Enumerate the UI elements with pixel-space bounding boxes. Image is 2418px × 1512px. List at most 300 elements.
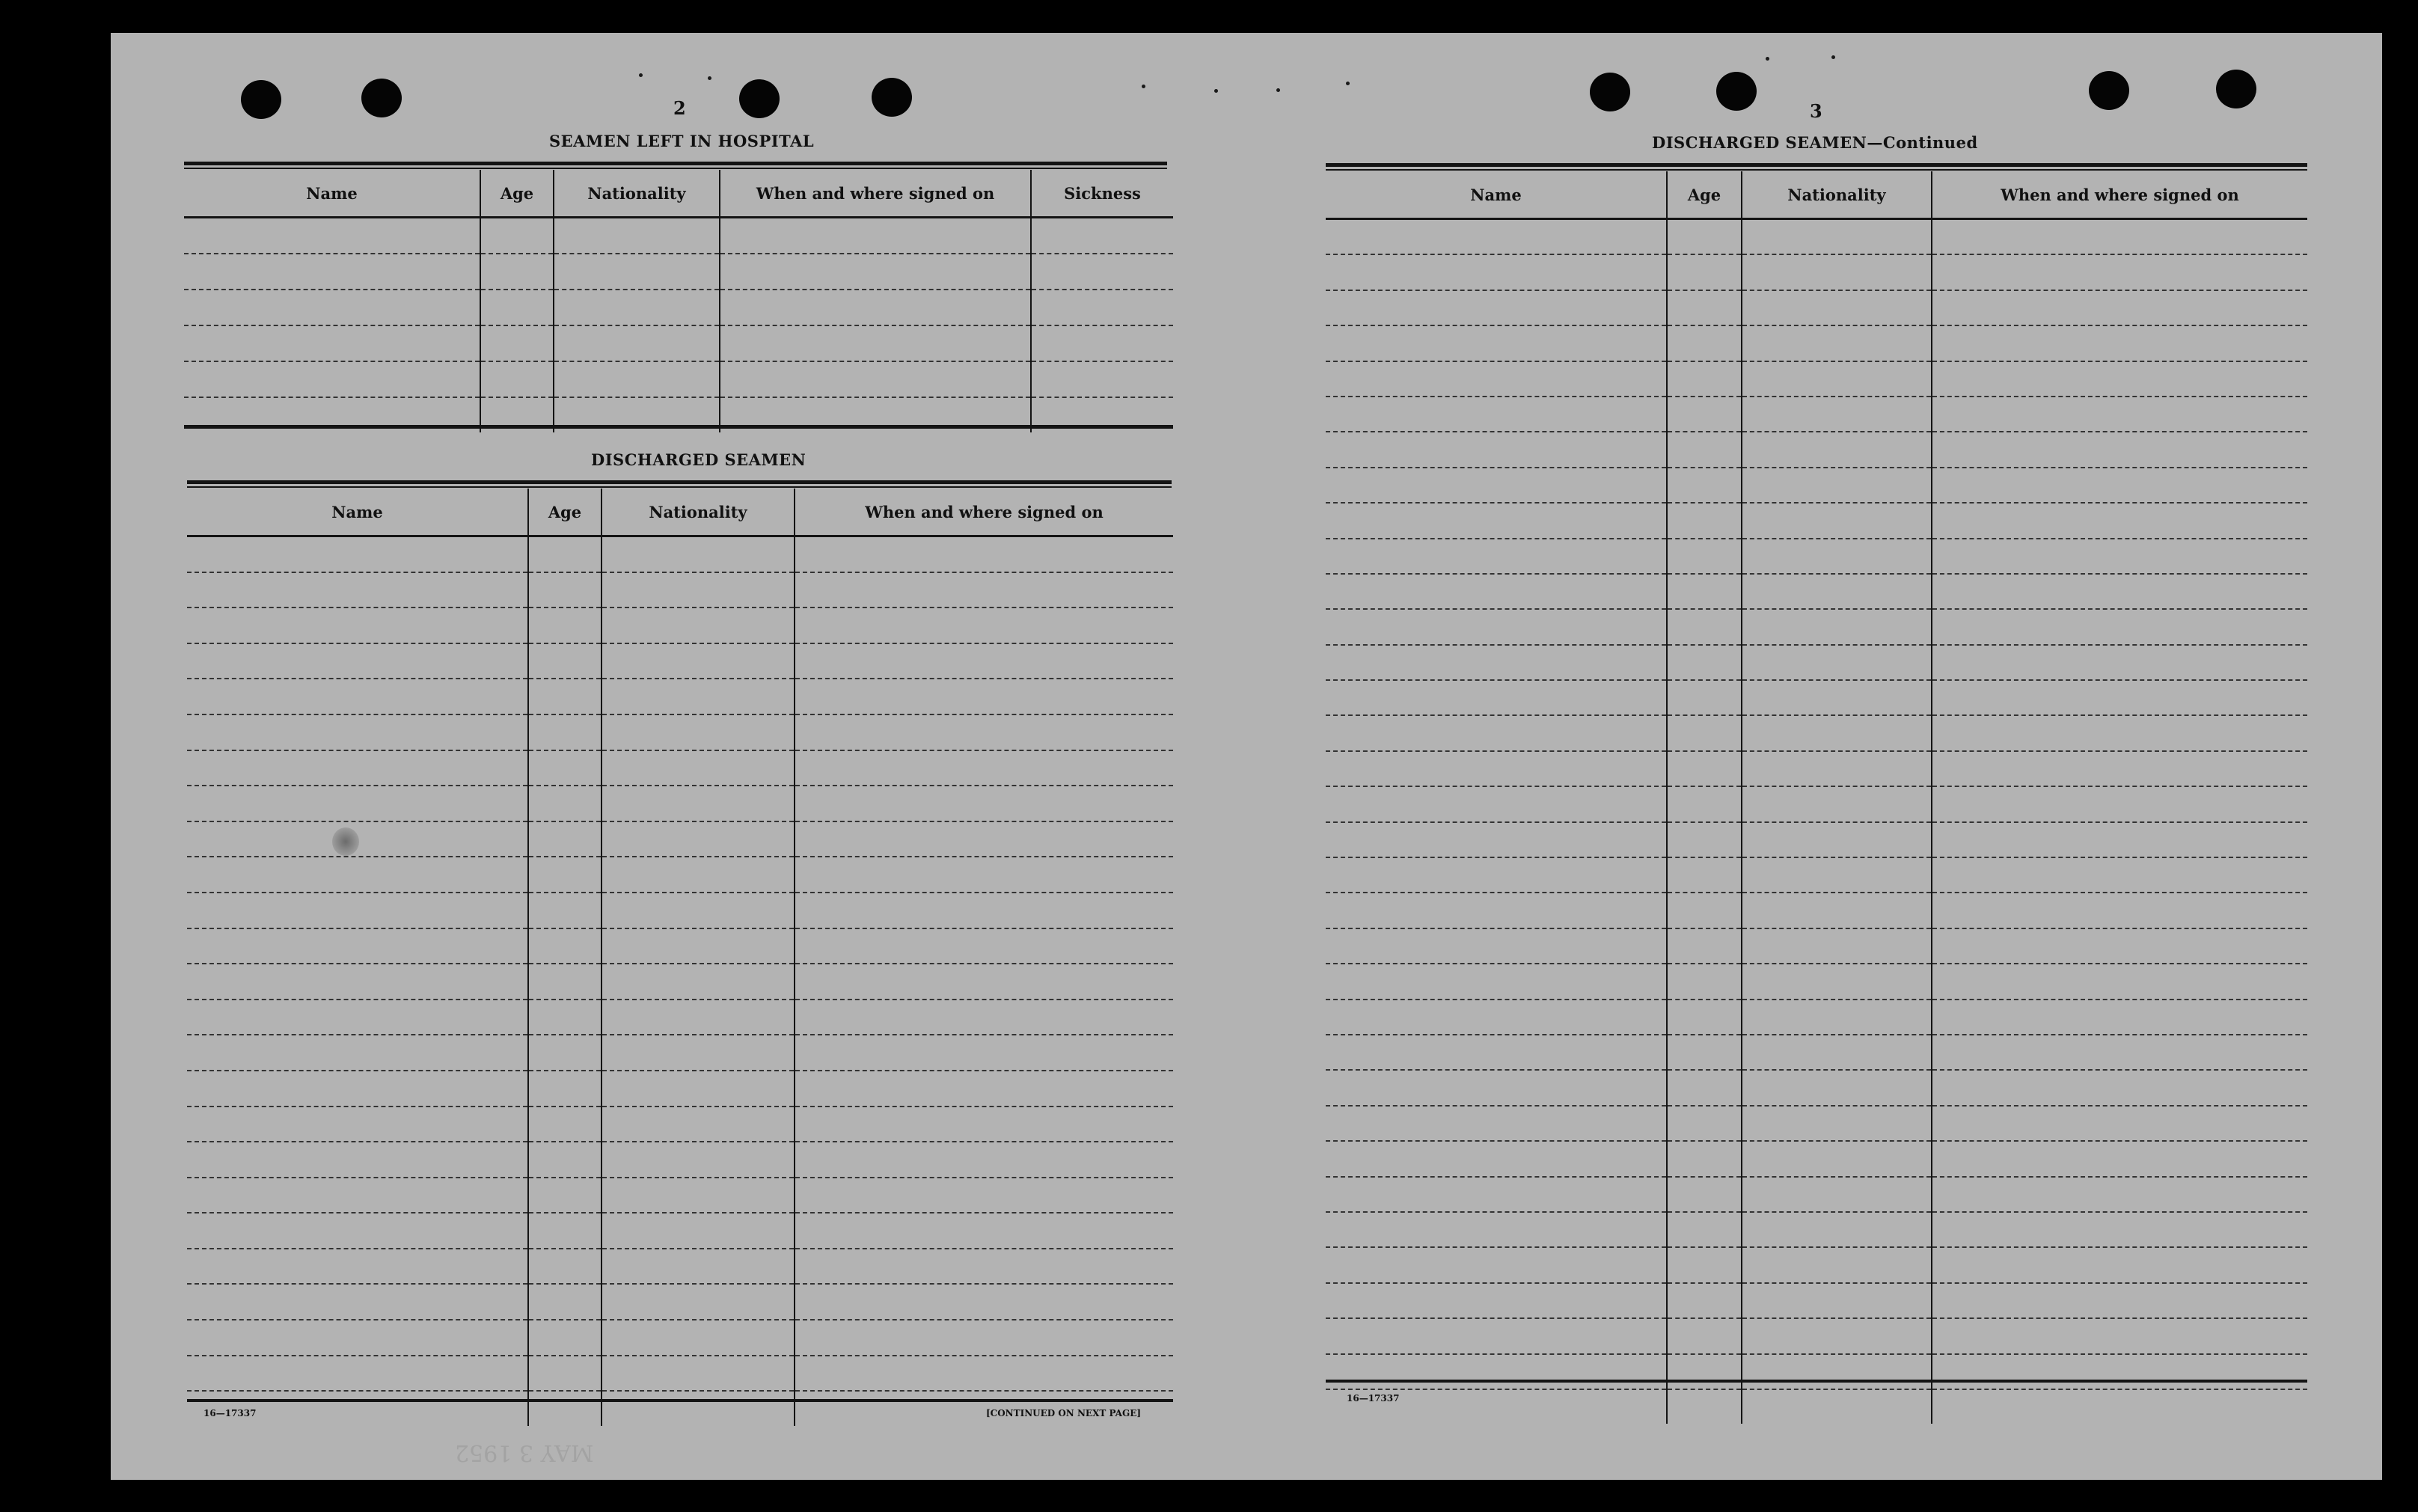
blank-cell xyxy=(187,536,528,572)
blank-cell xyxy=(187,750,528,786)
blank-cell xyxy=(795,1356,1173,1392)
blank-cell xyxy=(1742,397,1932,432)
table-row xyxy=(1326,893,2307,928)
blank-cell xyxy=(1326,1247,1667,1282)
table-row xyxy=(187,857,1173,893)
table-row xyxy=(1326,1354,2307,1389)
blank-cell xyxy=(1326,609,1667,644)
blank-cell xyxy=(1742,822,1932,857)
hospital-table xyxy=(184,170,1173,432)
blank-cell xyxy=(1326,1318,1667,1353)
table-row xyxy=(187,786,1173,821)
blank-cell xyxy=(187,893,528,928)
title-rule xyxy=(184,162,1167,165)
table-row xyxy=(187,1320,1173,1356)
blank-cell xyxy=(1667,503,1742,538)
blank-cell xyxy=(187,643,528,679)
table-row xyxy=(1326,928,2307,964)
blank-cell xyxy=(1667,1389,1742,1424)
blank-cell xyxy=(187,1071,528,1107)
table-row xyxy=(1326,1035,2307,1070)
discharged-table xyxy=(187,489,1173,1426)
blank-cell xyxy=(1932,539,2307,574)
blank-cell xyxy=(795,893,1173,928)
table-row xyxy=(1326,361,2307,397)
table-row xyxy=(187,1356,1173,1392)
blank-cell xyxy=(187,1249,528,1285)
blank-cell xyxy=(187,679,528,714)
blank-cell xyxy=(1932,645,2307,680)
blank-cell xyxy=(1932,964,2307,999)
blank-cell xyxy=(602,1356,795,1392)
page-number-left: 2 xyxy=(673,97,686,119)
blank-cell xyxy=(1742,1106,1932,1141)
blank-cell xyxy=(1742,928,1932,964)
blank-cell xyxy=(187,1000,528,1035)
faded-date-stamp: MAY 3 1952 xyxy=(455,1439,594,1466)
blank-cell xyxy=(1326,1000,1667,1035)
blank-cell xyxy=(1742,751,1932,786)
blank-cell xyxy=(528,1356,602,1392)
blank-cell xyxy=(1742,1177,1932,1212)
blank-cell xyxy=(528,928,602,964)
blank-cell xyxy=(795,1107,1173,1142)
punch-hole xyxy=(2089,71,2129,110)
table-row xyxy=(1326,1247,2307,1282)
table-row xyxy=(187,1213,1173,1249)
blank-cell xyxy=(1667,361,1742,397)
blank-cell xyxy=(1326,786,1667,821)
blank-cell xyxy=(1667,786,1742,821)
blank-cell xyxy=(1932,290,2307,325)
blank-cell xyxy=(1667,1318,1742,1353)
blank-cell xyxy=(554,218,720,254)
blank-cell xyxy=(1667,397,1742,432)
column-header-name: Name xyxy=(184,170,480,218)
blank-cell xyxy=(528,1178,602,1213)
blank-cell xyxy=(1932,928,2307,964)
blank-cell xyxy=(1031,254,1173,290)
blank-cell xyxy=(795,572,1173,608)
blank-cell xyxy=(480,290,554,325)
discharged-table-body xyxy=(187,536,1173,1426)
column-header-signed-on: When and where signed on xyxy=(1932,171,2307,219)
blank-cell xyxy=(1326,1354,1667,1389)
blank-cell xyxy=(602,679,795,714)
blank-cell xyxy=(1742,1283,1932,1318)
blank-cell xyxy=(1326,1106,1667,1141)
discharged-continued-table xyxy=(1326,171,2307,1424)
speck xyxy=(1276,88,1280,92)
blank-cell xyxy=(187,714,528,750)
blank-cell xyxy=(1742,1354,1932,1389)
blank-cell xyxy=(554,254,720,290)
blank-cell xyxy=(1667,325,1742,361)
blank-cell xyxy=(554,325,720,361)
blank-cell xyxy=(1667,1354,1742,1389)
blank-cell xyxy=(602,1107,795,1142)
blank-cell xyxy=(1326,574,1667,609)
table-bottom-rule xyxy=(184,425,1173,429)
blank-cell xyxy=(1932,254,2307,290)
blank-cell xyxy=(187,964,528,1000)
blank-cell xyxy=(795,1178,1173,1213)
blank-cell xyxy=(1326,325,1667,361)
blank-cell xyxy=(1932,468,2307,503)
column-header-name: Name xyxy=(1326,171,1667,219)
blank-cell xyxy=(187,928,528,964)
blank-cell xyxy=(1667,1141,1742,1176)
blank-cell xyxy=(187,607,528,643)
blank-cell xyxy=(1326,645,1667,680)
form-sheet xyxy=(111,33,2382,1480)
blank-cell xyxy=(1031,361,1173,397)
blank-cell xyxy=(1667,822,1742,857)
blank-cell xyxy=(1667,432,1742,467)
table-row xyxy=(1326,503,2307,538)
blank-cell xyxy=(1326,928,1667,964)
table-row xyxy=(187,1284,1173,1320)
form-code-left: 16—17337 xyxy=(203,1408,257,1418)
punch-hole xyxy=(1716,72,1757,111)
blank-cell xyxy=(1742,432,1932,467)
blank-cell xyxy=(528,1213,602,1249)
blank-cell xyxy=(1932,503,2307,538)
punch-hole xyxy=(361,79,402,117)
table-row xyxy=(187,1035,1173,1071)
table-row xyxy=(187,1071,1173,1107)
blank-cell xyxy=(528,750,602,786)
table-row xyxy=(187,1249,1173,1285)
table-row xyxy=(1326,822,2307,857)
blank-cell xyxy=(1667,539,1742,574)
blank-cell xyxy=(1742,219,1932,255)
blank-cell xyxy=(1667,1070,1742,1105)
title-rule xyxy=(187,486,1172,488)
blank-cell xyxy=(1932,1106,2307,1141)
blank-cell xyxy=(795,821,1173,857)
blank-cell xyxy=(1326,715,1667,750)
blank-cell xyxy=(187,1356,528,1392)
blank-cell xyxy=(1667,1000,1742,1035)
table-row xyxy=(184,218,1173,254)
blank-cell xyxy=(187,1107,528,1142)
column-header-nationality: Nationality xyxy=(554,170,720,218)
blank-cell xyxy=(602,1035,795,1071)
blank-cell xyxy=(795,857,1173,893)
table-row xyxy=(1326,397,2307,432)
blank-cell xyxy=(1742,1070,1932,1105)
blank-cell xyxy=(1932,325,2307,361)
blank-cell xyxy=(187,572,528,608)
table-row xyxy=(1326,857,2307,893)
blank-cell xyxy=(1932,397,2307,432)
table-row xyxy=(184,325,1173,361)
blank-cell xyxy=(1742,325,1932,361)
table-row xyxy=(1326,1000,2307,1035)
blank-cell xyxy=(1667,1247,1742,1282)
blank-cell xyxy=(187,1213,528,1249)
blank-cell xyxy=(795,1320,1173,1356)
blank-cell xyxy=(1742,503,1932,538)
blank-cell xyxy=(187,1142,528,1178)
table-row xyxy=(1326,1177,2307,1212)
speck xyxy=(1142,85,1145,88)
blank-cell xyxy=(1932,1177,2307,1212)
table-row xyxy=(1326,290,2307,325)
blank-cell xyxy=(602,1142,795,1178)
blank-cell xyxy=(528,1284,602,1320)
blank-cell xyxy=(1326,964,1667,999)
blank-cell xyxy=(1932,1247,2307,1282)
blank-cell xyxy=(1932,1212,2307,1247)
blank-cell xyxy=(602,928,795,964)
blank-cell xyxy=(1667,1283,1742,1318)
blank-cell xyxy=(795,1071,1173,1107)
table-row xyxy=(1326,964,2307,999)
blank-cell xyxy=(602,750,795,786)
blank-cell xyxy=(1742,361,1932,397)
blank-cell xyxy=(1742,1212,1932,1247)
blank-cell xyxy=(602,1178,795,1213)
blank-cell xyxy=(1742,680,1932,715)
blank-cell xyxy=(795,928,1173,964)
blank-cell xyxy=(1667,893,1742,928)
blank-cell xyxy=(1326,361,1667,397)
blank-cell xyxy=(184,254,480,290)
blank-cell xyxy=(528,1320,602,1356)
blank-cell xyxy=(1667,219,1742,255)
table-bottom-rule xyxy=(187,1399,1173,1402)
blank-cell xyxy=(554,361,720,397)
table-row xyxy=(1326,1318,2307,1353)
punch-hole xyxy=(241,80,281,119)
blank-cell xyxy=(528,964,602,1000)
hospital-section-title: SEAMEN LEFT IN HOSPITAL xyxy=(549,132,815,150)
table-row xyxy=(184,290,1173,325)
blank-cell xyxy=(795,536,1173,572)
table-row xyxy=(184,254,1173,290)
blank-cell xyxy=(1667,964,1742,999)
discharged-continued-title: DISCHARGED SEAMEN—Continued xyxy=(1652,133,1978,152)
blank-cell xyxy=(720,290,1031,325)
blank-cell xyxy=(1742,786,1932,821)
blank-cell xyxy=(1326,751,1667,786)
blank-cell xyxy=(1742,1035,1932,1070)
blank-cell xyxy=(480,218,554,254)
table-row xyxy=(1326,609,2307,644)
blank-cell xyxy=(1326,1212,1667,1247)
blank-cell xyxy=(1742,893,1932,928)
blank-cell xyxy=(480,361,554,397)
blank-cell xyxy=(1932,786,2307,821)
punch-hole xyxy=(872,78,912,117)
blank-cell xyxy=(528,714,602,750)
column-header-signed-on: When and where signed on xyxy=(720,170,1031,218)
blank-cell xyxy=(1742,857,1932,893)
blank-cell xyxy=(1667,751,1742,786)
blank-cell xyxy=(1667,857,1742,893)
table-row xyxy=(187,679,1173,714)
blank-cell xyxy=(1667,609,1742,644)
blank-cell xyxy=(1932,715,2307,750)
table-row xyxy=(187,964,1173,1000)
blank-cell xyxy=(1326,1141,1667,1176)
blank-cell xyxy=(602,1000,795,1035)
title-rule xyxy=(187,480,1172,484)
table-row xyxy=(1326,645,2307,680)
blank-cell xyxy=(720,325,1031,361)
blank-cell xyxy=(528,1391,602,1426)
title-rule xyxy=(1326,169,2307,171)
blank-cell xyxy=(528,1107,602,1142)
table-row xyxy=(1326,1389,2307,1424)
blank-cell xyxy=(795,643,1173,679)
blank-cell xyxy=(1932,1035,2307,1070)
blank-cell xyxy=(1667,645,1742,680)
blank-cell xyxy=(1667,574,1742,609)
speck xyxy=(1214,89,1218,93)
table-row xyxy=(1326,1070,2307,1105)
table-row xyxy=(1326,219,2307,255)
blank-cell xyxy=(1932,1141,2307,1176)
blank-cell xyxy=(795,786,1173,821)
blank-cell xyxy=(1326,397,1667,432)
blank-cell xyxy=(528,857,602,893)
blank-cell xyxy=(602,1249,795,1285)
blank-cell xyxy=(1667,680,1742,715)
blank-cell xyxy=(795,1000,1173,1035)
blank-cell xyxy=(1742,715,1932,750)
blank-cell xyxy=(1932,1389,2307,1424)
table-row xyxy=(187,893,1173,928)
blank-cell xyxy=(554,290,720,325)
blank-cell xyxy=(1932,1000,2307,1035)
speck xyxy=(1346,82,1350,85)
blank-cell xyxy=(1326,1070,1667,1105)
blank-cell xyxy=(184,290,480,325)
table-row xyxy=(1326,1141,2307,1176)
blank-cell xyxy=(528,607,602,643)
blank-cell xyxy=(1667,1212,1742,1247)
blank-cell xyxy=(1031,290,1173,325)
column-header-name: Name xyxy=(187,489,528,536)
table-row xyxy=(1326,254,2307,290)
table-row xyxy=(1326,325,2307,361)
blank-cell xyxy=(602,1284,795,1320)
blank-cell xyxy=(1932,751,2307,786)
blank-cell xyxy=(1667,468,1742,503)
blank-cell xyxy=(795,1284,1173,1320)
discharged-section-title: DISCHARGED SEAMEN xyxy=(591,450,806,469)
blank-cell xyxy=(187,786,528,821)
table-row xyxy=(187,607,1173,643)
column-header-nationality: Nationality xyxy=(1742,171,1932,219)
blank-cell xyxy=(795,679,1173,714)
blank-cell xyxy=(1932,432,2307,467)
blank-cell xyxy=(1932,609,2307,644)
table-row xyxy=(1326,1212,2307,1247)
blank-cell xyxy=(1326,468,1667,503)
blank-cell xyxy=(1932,1283,2307,1318)
form-code-right: 16—17337 xyxy=(1347,1393,1400,1404)
continued-note: [CONTINUED ON NEXT PAGE] xyxy=(986,1408,1142,1418)
speck xyxy=(639,73,643,77)
blank-cell xyxy=(602,643,795,679)
blank-cell xyxy=(1326,290,1667,325)
blank-cell xyxy=(528,679,602,714)
hospital-table-body xyxy=(184,218,1173,433)
blank-cell xyxy=(528,1035,602,1071)
blank-cell xyxy=(1932,822,2307,857)
ink-smudge xyxy=(332,827,359,856)
blank-cell xyxy=(1742,1318,1932,1353)
blank-cell xyxy=(795,1142,1173,1178)
blank-cell xyxy=(1932,574,2307,609)
blank-cell xyxy=(720,218,1031,254)
blank-cell xyxy=(184,361,480,397)
blank-cell xyxy=(1326,680,1667,715)
column-header-signed-on: When and where signed on xyxy=(795,489,1173,536)
blank-cell xyxy=(1326,539,1667,574)
speck xyxy=(1766,57,1769,61)
blank-cell xyxy=(528,1249,602,1285)
table-row xyxy=(187,1000,1173,1035)
column-header-age: Age xyxy=(1667,171,1742,219)
blank-cell xyxy=(602,857,795,893)
table-row xyxy=(184,361,1173,397)
column-header-age: Age xyxy=(480,170,554,218)
page-number-right: 3 xyxy=(1810,100,1822,122)
blank-cell xyxy=(602,1391,795,1426)
blank-cell xyxy=(602,786,795,821)
blank-cell xyxy=(187,1035,528,1071)
table-row xyxy=(1326,786,2307,821)
blank-cell xyxy=(795,750,1173,786)
table-row xyxy=(187,643,1173,679)
table-row xyxy=(187,1107,1173,1142)
blank-cell xyxy=(795,607,1173,643)
blank-cell xyxy=(1742,964,1932,999)
blank-cell xyxy=(187,1178,528,1213)
blank-cell xyxy=(1742,290,1932,325)
blank-cell xyxy=(1742,1141,1932,1176)
blank-cell xyxy=(528,643,602,679)
table-row xyxy=(187,928,1173,964)
blank-cell xyxy=(1932,1354,2307,1389)
table-bottom-rule xyxy=(1326,1380,2307,1383)
blank-cell xyxy=(720,361,1031,397)
blank-cell xyxy=(1932,219,2307,255)
blank-cell xyxy=(1326,822,1667,857)
title-rule xyxy=(1326,163,2307,167)
blank-cell xyxy=(184,325,480,361)
blank-cell xyxy=(1742,254,1932,290)
table-row xyxy=(1326,751,2307,786)
blank-cell xyxy=(795,1213,1173,1249)
punch-hole xyxy=(1590,73,1630,111)
blank-cell xyxy=(480,254,554,290)
blank-cell xyxy=(720,254,1031,290)
blank-cell xyxy=(1932,680,2307,715)
column-header-sickness: Sickness xyxy=(1031,170,1173,218)
blank-cell xyxy=(602,821,795,857)
blank-cell xyxy=(1326,1177,1667,1212)
blank-cell xyxy=(1326,219,1667,255)
blank-cell xyxy=(1667,290,1742,325)
blank-cell xyxy=(187,1320,528,1356)
blank-cell xyxy=(528,821,602,857)
